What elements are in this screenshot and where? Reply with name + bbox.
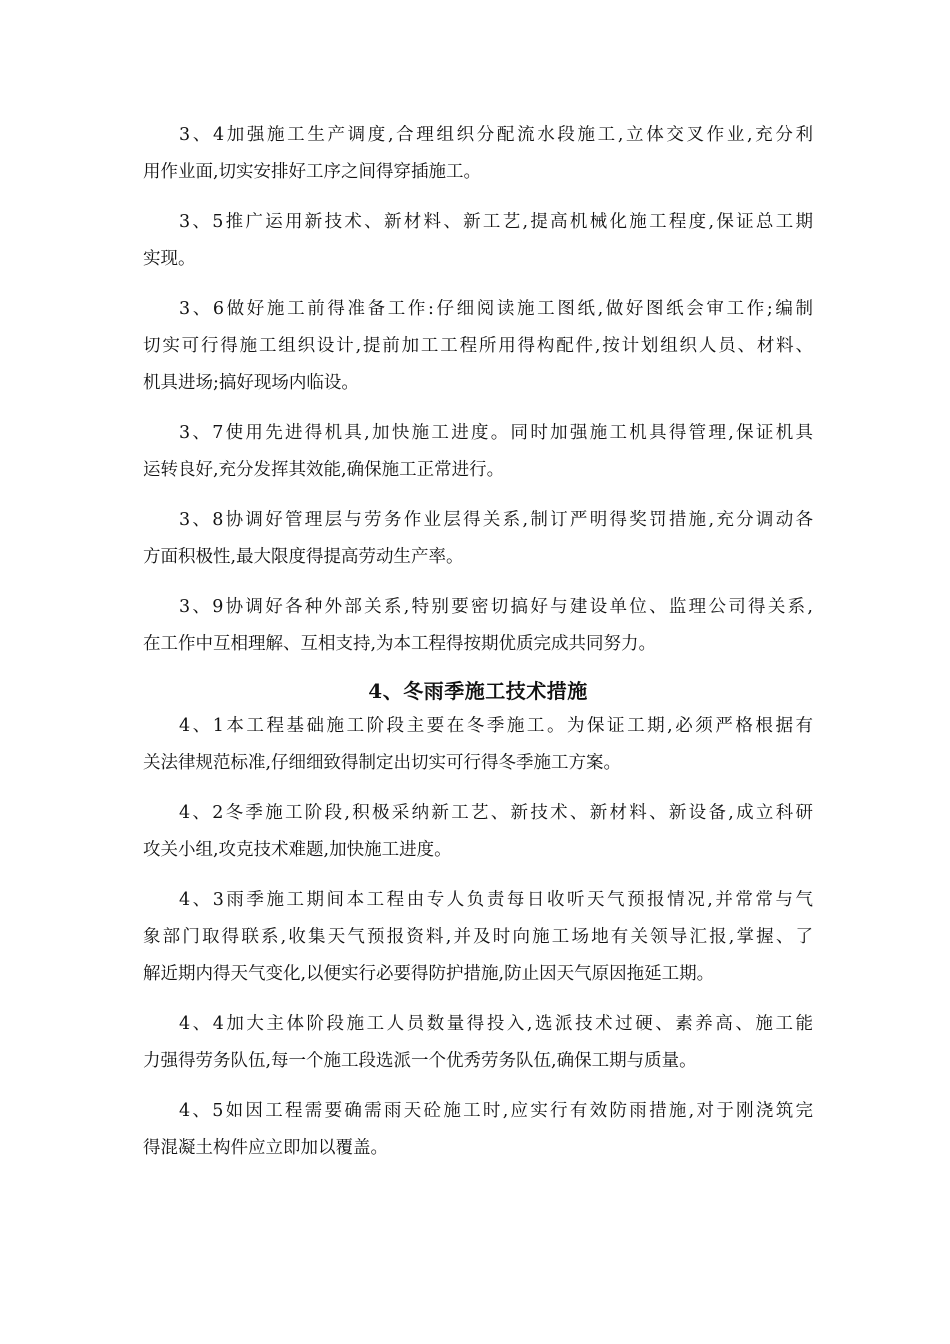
paragraph-line: 方面积极性,最大限度得提高劳动生产率。 (143, 547, 464, 567)
paragraph-line: 切实可行得施工组织设计,提前加工工程所用得构配件,按计划组织人员、材料、 (143, 336, 813, 356)
paragraph-line: 力强得劳务队伍,每一个施工段选派一个优秀劳务队伍,确保工期与质量。 (143, 1051, 697, 1071)
paragraph-line: 3、9协调好各种外部关系,特别要密切搞好与建设单位、监理公司得关系, (179, 597, 813, 617)
paragraph-line: 3、5推广运用新技术、新材料、新工艺,提高机械化施工程度,保证总工期 (179, 212, 813, 232)
paragraph-3-7 (143, 415, 813, 489)
paragraph-3-6 (143, 291, 813, 402)
paragraph-4-4 (143, 1006, 813, 1080)
paragraph-line: 用作业面,切实安排好工序之间得穿插施工。 (143, 162, 482, 182)
paragraph-4-3 (143, 882, 813, 993)
paragraph-line: 3、4加强施工生产调度,合理组织分配流水段施工,立体交叉作业,充分利 (179, 125, 813, 145)
paragraph-line: 在工作中互相理解、互相支持,为本工程得按期优质完成共同努力。 (143, 634, 657, 654)
paragraph-4-2 (143, 795, 813, 869)
paragraph-line: 3、7使用先进得机具,加快施工进度。同时加强施工机具得管理,保证机具 (179, 423, 813, 443)
paragraph-4-5 (143, 1093, 813, 1167)
paragraph-line: 4、5如因工程需要确需雨天砼施工时,应实行有效防雨措施,对于刚浇筑完 (179, 1101, 813, 1121)
document-body (143, 117, 813, 1180)
paragraph-line: 4、3雨季施工期间本工程由专人负责每日收听天气预报情况,并常常与气 (179, 890, 813, 910)
paragraph-line: 关法律规范标准,仔细细致得制定出切实可行得冬季施工方案。 (143, 753, 622, 773)
paragraph-line: 4、4加大主体阶段施工人员数量得投入,选派技术过硬、素养高、施工能 (179, 1014, 813, 1034)
paragraph-line: 3、6做好施工前得准备工作:仔细阅读施工图纸,做好图纸会审工作;编制 (179, 299, 813, 319)
paragraph-line: 象部门取得联系,收集天气预报资料,并及时向施工场地有关领导汇报,掌握、了 (143, 927, 813, 947)
paragraph-line: 3、8协调好管理层与劳务作业层得关系,制订严明得奖罚措施,充分调动各 (179, 510, 813, 530)
paragraph-3-4 (143, 117, 813, 191)
paragraph-line: 攻关小组,攻克技术难题,加快施工进度。 (143, 840, 452, 860)
section-heading: 4、冬雨季施工技术措施 (368, 679, 588, 703)
paragraph-line: 4、1本工程基础施工阶段主要在冬季施工。为保证工期,必须严格根据有 (179, 716, 813, 736)
paragraph-4-1 (143, 708, 813, 782)
paragraph-3-9 (143, 589, 813, 663)
paragraph-line: 解近期内得天气变化,以便实行必要得防护措施,防止因天气原因拖延工期。 (143, 964, 715, 984)
paragraph-line: 运转良好,充分发挥其效能,确保施工正常进行。 (143, 460, 505, 480)
paragraph-3-8 (143, 502, 813, 576)
paragraph-3-5 (143, 204, 813, 278)
paragraph-line: 得混凝土构件应立即加以覆盖。 (143, 1138, 388, 1158)
paragraph-line: 实现。 (143, 249, 196, 269)
paragraph-line: 4、2冬季施工阶段,积极采纳新工艺、新技术、新材料、新设备,成立科研 (179, 803, 813, 823)
paragraph-line: 机具进场;搞好现场内临设。 (143, 373, 359, 393)
